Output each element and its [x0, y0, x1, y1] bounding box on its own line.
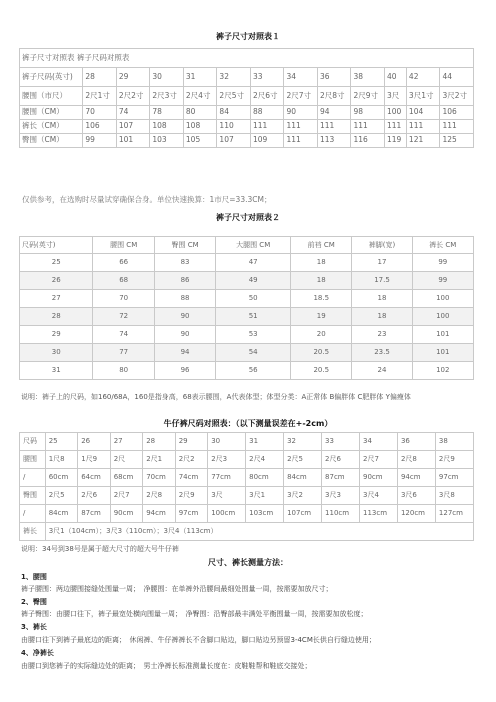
- section-net-length-head: 4、净裤长: [21, 649, 54, 657]
- table-row: 臀围（CM） 99 101 103 105 107 109 111 113 116 119 121 125: [20, 134, 474, 148]
- table-row: 29 74 90 53 20 23 101: [20, 326, 474, 344]
- table1-note: 仅供参考，在选购时尽量试穿确保合身。单位快速换算：1市尺=33.3CM；: [22, 195, 272, 204]
- table-row: 尺码 25 26 27 28 29 30 31 32 33 34 36 38: [20, 433, 474, 451]
- section-length-head: 3、裤长: [21, 623, 47, 631]
- section-waist-head: 1、腰围: [21, 573, 47, 581]
- table-row: 裤长 3尺1（104cm）；3尺3（110cm）；3尺4（113cm）: [20, 523, 474, 541]
- table-row: 25 66 83 47 18 17 99: [20, 254, 474, 272]
- section-hip-head: 2、臀围: [21, 598, 47, 606]
- table2-note: 说明：裤子上的尺码，如160/68A，160是指身高，68表示腰围，A代表体型；体型分类：A正常体 B偏胖体 C肥胖体 Y偏瘦体: [21, 393, 411, 401]
- section-length-text: 由腰口往下到裤子最底边的距离； 休闲裤、牛仔裤裤长不含脚口贴边，脚口贴边另预留3-4CM长供自行缝边使用；: [21, 636, 376, 644]
- table-row: 30 77 94 54 20.5 23.5 101: [20, 344, 474, 362]
- section-net-length-text: 由腰口到您裤子的实际缝边处的距离； 男士净裤长标准测量长度在：皮鞋鞋帮和鞋底交接处；: [21, 662, 312, 670]
- table-row: / 84cm 87cm 90cm 94cm 97cm 100cm 103cm 107cm 110cm 113cm 120cm 127cm: [20, 505, 474, 523]
- table-row: 27 70 88 50 18.5 18 100: [20, 290, 474, 308]
- table3-title: 牛仔裤尺码对照表：（以下测量误差在+-2cm）: [163, 419, 333, 428]
- section-waist-text: 裤子腰围：两边腰围接缝处围量一周； 净腰围：在单裤外沿腰间最细处围量一周，按需要加放尺寸；: [21, 585, 333, 593]
- table-row: 腰围（CM） 70 74 78 80 84 88 90 94 98 100 104 106: [20, 106, 474, 120]
- table-row: 28 72 90 51 19 18 100: [20, 308, 474, 326]
- table-row: 裤子尺码(英寸) 28 29 30 31 32 33 34 36 38 40 42 44: [20, 68, 474, 87]
- table-row: 腰围 1尺8 1尺9 2尺 2尺1 2尺2 2尺3 2尺4 2尺5 2尺6 2尺7 2尺8 2尺9: [20, 451, 474, 469]
- table-row: / 60cm 64cm 68cm 70cm 74cm 77cm 80cm 84cm 87cm 90cm 94cm 97cm: [20, 469, 474, 487]
- table3-note: 说明：34号到38号是属于超大尺寸的超大号牛仔裤: [21, 545, 179, 553]
- table-row: 裤长（CM） 106 107 108 108 110 111 111 111 111 111 111 111: [20, 120, 474, 134]
- table-row: 腰围（市尺） 2尺1寸 2尺2寸 2尺3寸 2尺4寸 2尺5寸 2尺6寸 2尺7寸 2尺8寸 2尺9寸 3尺 3尺1寸 3尺2寸: [20, 87, 474, 106]
- table-row: 臀围 2尺5 2尺6 2尺7 2尺8 2尺9 3尺 3尺1 3尺2 3尺3 3尺4 3尺6 3尺8: [20, 487, 474, 505]
- table-row: 31 80 96 56 20.5 24 102: [20, 362, 474, 380]
- measure-title: 尺寸、裤长测量方法：: [208, 558, 288, 567]
- table-header-row: 尺码(英寸) 腰围 CM 臀围 CM 大腿围 CM 前裆 CM 裤脚(宽) 裤长 CM: [20, 237, 474, 254]
- section-hip-text: 裤子臀围：由腰口往下，裤子最宽处横向围量一周； 净臀围：沿臀部最丰满处平衡围量一周，按需要加放松度；: [21, 610, 368, 618]
- jeans-size-table: [19, 432, 474, 541]
- size-table-1: [19, 48, 474, 148]
- table1-title: 裤子尺寸对照表１: [216, 32, 280, 41]
- table1-caption: 裤子尺寸对照表 裤子尺码对照表: [20, 49, 474, 68]
- table2-title: 裤子尺寸对照表２: [216, 213, 280, 222]
- table-row: 26 68 86 49 18 17.5 99: [20, 272, 474, 290]
- size-table-2: [19, 236, 474, 380]
